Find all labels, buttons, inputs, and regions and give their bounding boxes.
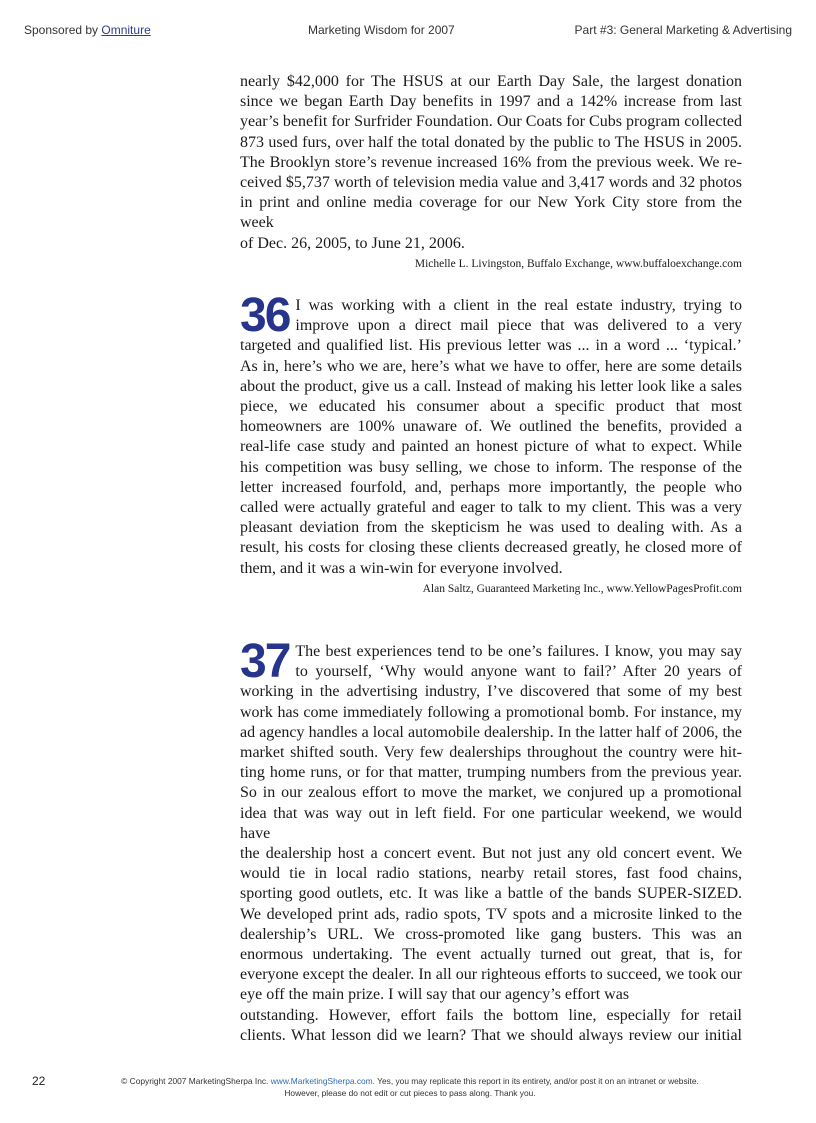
text-line: enormous undertaking. The event actually turned out great, that is, for <box>240 946 742 964</box>
text-line: ting home runs, or for that matter, trumping numbers from the previous year. <box>240 764 742 782</box>
copyright-line-2: However, please do not edit or cut pieces to pass along. Thank you. <box>284 1088 536 1098</box>
block-37-text <box>240 635 742 1046</box>
block-36 <box>240 289 742 596</box>
text-line: to yourself, ‘Why would anyone want to fail?’ After 20 years of <box>295 663 742 681</box>
copyright-notice <box>84 1075 736 1099</box>
text-line: real-life case study and painted an honest picture of what to expect. While <box>240 438 742 456</box>
text-line: As in, here’s who we are, here’s what we have to offer, here are some details <box>240 357 742 375</box>
text-line: The Brooklyn store’s revenue increased 16% from the previous week. We re- <box>240 153 742 171</box>
text-line: nearly $42,000 for The HSUS at our Earth Day Sale, the largest donation <box>240 73 742 90</box>
copyright-suffix: . Yes, you may replicate this report in its entirety, and/or post it on an intranet or website. <box>372 1076 699 1086</box>
sponsor-link[interactable]: Omniture <box>101 23 151 37</box>
text-line: homeowners are 100% unaware of. We outlined the benefits, provided a <box>240 418 742 436</box>
text-line: piece, we educated his consumer about a specific product that most <box>240 398 742 416</box>
block-37 <box>240 635 742 1046</box>
text-line: letter increased fourfold, and, perhaps more importantly, the people who <box>240 478 742 496</box>
block-36-text <box>240 289 742 579</box>
text-line: since we began Earth Day benefits in 1997 and a 142% increase from last <box>240 93 742 111</box>
text-line: So in our zealous effort to move the market, we conjured up a promotional <box>240 784 742 802</box>
text-line: We developed print ads, radio spots, TV spots and a microsite linked to the <box>240 905 742 923</box>
copyright-prefix: © Copyright 2007 MarketingSherpa Inc. <box>121 1076 271 1086</box>
text-line: the dealership host a concert event. But not just any old concert event. We <box>240 845 742 863</box>
page-header <box>0 23 816 39</box>
text-line: his competition was busy selling, we chose to inform. The response of the <box>240 458 742 476</box>
text-line: result, his costs for closing these clients decreased greatly, he closed more of <box>240 539 742 557</box>
page-number: 22 <box>32 1074 46 1088</box>
text-line: 873 used furs, over half the total donated by the public to The HSUS in 2005. <box>240 133 742 151</box>
text-line: about the product, give us a call. Instead of making his letter look like a sales <box>240 377 742 395</box>
text-line: clients. What lesson did we learn? That we should always review our initial <box>240 1026 742 1044</box>
text-line: market shifted south. Very few dealerships throughout the country were hit- <box>240 744 742 762</box>
text-line: them, and it was a win-win for everyone involved. <box>240 559 563 577</box>
text-line: improve upon a direct mail piece that was delivered to a very <box>295 317 742 335</box>
text-line: ceived $5,737 worth of television media value and 3,417 words and 32 photos <box>240 174 742 192</box>
text-line: eye off the main prize. I will say that our agency’s effort was <box>240 986 630 1004</box>
text-line: outstanding. However, effort fails the bottom line, especially for retail <box>240 1006 742 1024</box>
text-line: sporting good outlets, etc. It was like a battle of the bands SUPER-SIZED. <box>240 885 742 903</box>
text-line: in print and online media coverage for our New York City store from the week <box>240 194 742 232</box>
block-continued-text <box>240 72 742 254</box>
attribution-saltz: Alan Saltz, Guaranteed Marketing Inc., www.YellowPagesProfit.com <box>422 582 742 595</box>
text-line: of Dec. 26, 2005, to June 21, 2006. <box>240 234 465 252</box>
sponsor-line <box>24 23 151 37</box>
entry-number-37: 37 <box>240 635 290 688</box>
text-line: ad agency handles a local automobile dealership. In the latter half of 2006, the <box>240 723 742 741</box>
text-line: pleasant deviation from the skepticism he was used to dealing with. As a <box>240 519 742 537</box>
sponsored-prefix: Sponsored by <box>24 23 102 37</box>
text-line: called were actually grateful and eager to talk to my client. This was a very <box>240 499 742 517</box>
text-line: idea that was way out in left field. For one particular weekend, we would have <box>240 804 742 842</box>
text-line: would tie in local radio stations, nearby retail stores, fast food chains, <box>240 865 742 883</box>
section-title: Part #3: General Marketing & Advertising <box>574 23 792 37</box>
text-line: dealership’s URL. We cross-promoted like gang busters. This was an <box>240 925 742 943</box>
marketingsherpa-link[interactable]: www.MarketingSherpa.com <box>270 1076 373 1086</box>
text-line: The best experiences tend to be one’s failures. I know, you may say <box>295 643 742 660</box>
text-line: targeted and qualified list. His previous letter was ... in a word ... ‘typical.’ <box>240 337 742 355</box>
text-line: work has come immediately following a promotional bomb. For instance, my <box>240 703 742 721</box>
text-line: year’s benefit for Surfrider Foundation. Our Coats for Cubs program collected <box>240 113 742 131</box>
publication-title: Marketing Wisdom for 2007 <box>308 23 455 37</box>
text-line: I was working with a client in the real estate industry, trying to <box>295 297 742 314</box>
attribution-livingston: Michelle L. Livingston, Buffalo Exchange, www.buffaloexchange.com <box>414 257 742 270</box>
block-continued <box>240 72 742 271</box>
text-line: working in the advertising industry, I’ve discovered that some of my best <box>240 683 742 701</box>
text-line: everyone except the dealer. In all our righteous efforts to succeed, we took our <box>240 966 742 984</box>
entry-number-36: 36 <box>240 289 290 342</box>
